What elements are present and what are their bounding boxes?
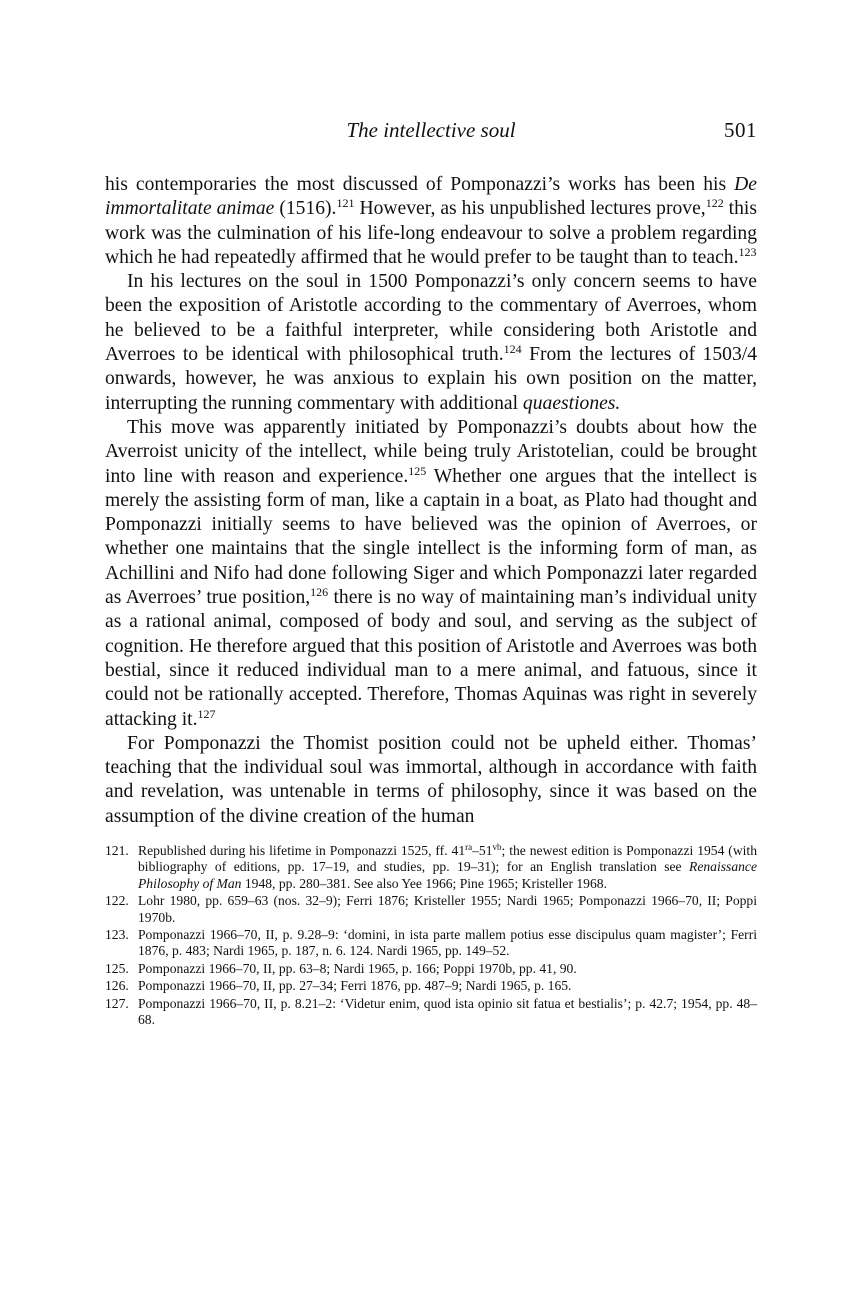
footnote-text [138,927,757,958]
footnote [105,978,757,994]
text-run: 1948, pp. 280–381. See also Yee 1966; Pine 1965; Kristeller 1968. [241,875,607,891]
note-reference: 123 [738,244,757,259]
note-reference: 127 [197,706,216,721]
text-run: From the lectures of 1503/4 onwards, however, he was anxious to explain his own position on the matter, interrupting the running commentary with additional [105,344,757,414]
text-run: Whether one argues that the intellect is merely the assisting form of man, like a captain in a boat, as Plato had thought and Pomponazzi initially seems to have believed was the opinion of Averroes, or whether one maintains that the single intellect is the informing form of man, as Achillini and Nifo had done following Siger and which Pomponazzi later regarded as Averroes’ true position, [105,465,758,609]
footnote-text [138,893,757,924]
text-run: there is no way of maintaining man’s individual unity as a rational animal, composed of body and soul, and serving as the subject of cognition. He therefore argued that this position of Aristotle and Averroes was both bestial, since it reduced individual man to a mere animal, and fatuous, since it could not be rationally accepted. Therefore, Thomas Aquinas was right in severely attacking it. [105,587,757,730]
footnote-text [138,843,757,891]
footnote-number: 125. [105,960,129,976]
footnote-text [138,996,757,1027]
text-run: However, as his unpublished lectures prove, [354,198,706,220]
footnote [105,961,757,977]
note-reference: ra [465,842,473,853]
text-run: Republished during his lifetime in Pomponazzi 1525, ff. 41 [138,843,466,859]
note-reference: 121 [336,196,355,211]
running-title: The intellective soul [346,118,516,142]
paragraph [105,173,757,270]
text-run: This move was apparently initiated by Pomponazzi’s doubts about how the Averroist unicity of the intellect, while being truly Aristotelian, could be brought into line with reason and experience. [105,416,757,487]
footnotes [105,843,757,1028]
footnote [105,927,757,960]
body-text [105,173,757,829]
note-reference: vb [492,842,502,853]
italic-run: De immortalitate animae [105,174,757,220]
footnote-text [138,978,571,993]
note-reference: 125 [408,463,427,478]
footnote-number: 122. [105,893,129,909]
text-run: Pomponazzi 1966–70, II, pp. 27–34; Ferri 1876, pp. 487–9; Nardi 1965, p. 165. [138,978,572,994]
note-reference: 124 [503,342,522,357]
note-reference: 126 [310,585,329,600]
italic-run: quaestiones. [522,392,621,414]
footnote [105,893,757,926]
paragraph [105,270,757,416]
text-run: In his lectures on the soul in 1500 Pomponazzi’s only concern seems to have been the exposition of Aristotle according to the commentary of Averroes, whom he believed to be a faithful interpreter, while considering both Aristotle and Averroes to be identical with philosophical truth. [105,271,757,366]
text-run: For Pomponazzi the Thomist position could not be upheld either. Thomas’ teaching that the individual soul was immortal, although in accordance with faith and revelation, was untenable in terms of philosophy, since it was based on the assumption of the divine creation of the human [105,732,757,827]
text-run: Pomponazzi 1966–70, II, pp. 63–8; Nardi 1965, p. 166; Poppi 1970b, pp. 41, 90. [138,960,577,976]
footnote-number: 127. [105,995,129,1011]
footnote [105,996,757,1029]
text-run: (1516). [274,198,337,220]
text-run: Pomponazzi 1966–70, II, p. 8.21–2: ‘Videtur enim, quod ista opinio sit fatua et bestialis’; p. 42.7; 1954, pp. 48–68. [138,995,757,1028]
footnote [105,843,757,892]
running-head [105,118,757,148]
footnote-text [138,961,577,976]
footnote-number: 121. [105,843,129,859]
note-reference: 122 [705,196,724,211]
footnote-number: 126. [105,978,129,994]
paragraph [105,416,757,732]
text-run: his contemporaries the most discussed of Pomponazzi’s works has been his [105,174,735,195]
text-run: –51 [472,843,493,859]
italic-run: Renaissance Philosophy of Man [138,859,757,891]
paragraph [105,732,757,829]
footnote-number: 123. [105,927,129,943]
text-run: Lohr 1980, pp. 659–63 (nos. 32–9); Ferri 1876; Kristeller 1955; Nardi 1965; Pomponazzi 1966–70, II; Poppi 1970b. [138,893,757,925]
text-run: ; the newest edition is Pomponazzi 1954 (with bibliography of editions, pp. 17–19, and studies, pp. 19–31); for an English translation see [138,843,757,875]
text-run: this work was the culmination of his life-long endeavour to solve a problem regarding which he had repeatedly affirmed that he would prefer to be taught than to teach. [105,198,757,268]
book-page [105,118,757,1029]
text-run: Pomponazzi 1966–70, II, p. 9.28–9: ‘domini, in ista parte mallem potius esse discipulus quam magister’; Ferri 1876, p. 483; Nardi 1965, p. 187, n. 6. 124. Nardi 1965, pp. 149–52. [138,927,757,959]
page-number: 501 [724,118,757,142]
